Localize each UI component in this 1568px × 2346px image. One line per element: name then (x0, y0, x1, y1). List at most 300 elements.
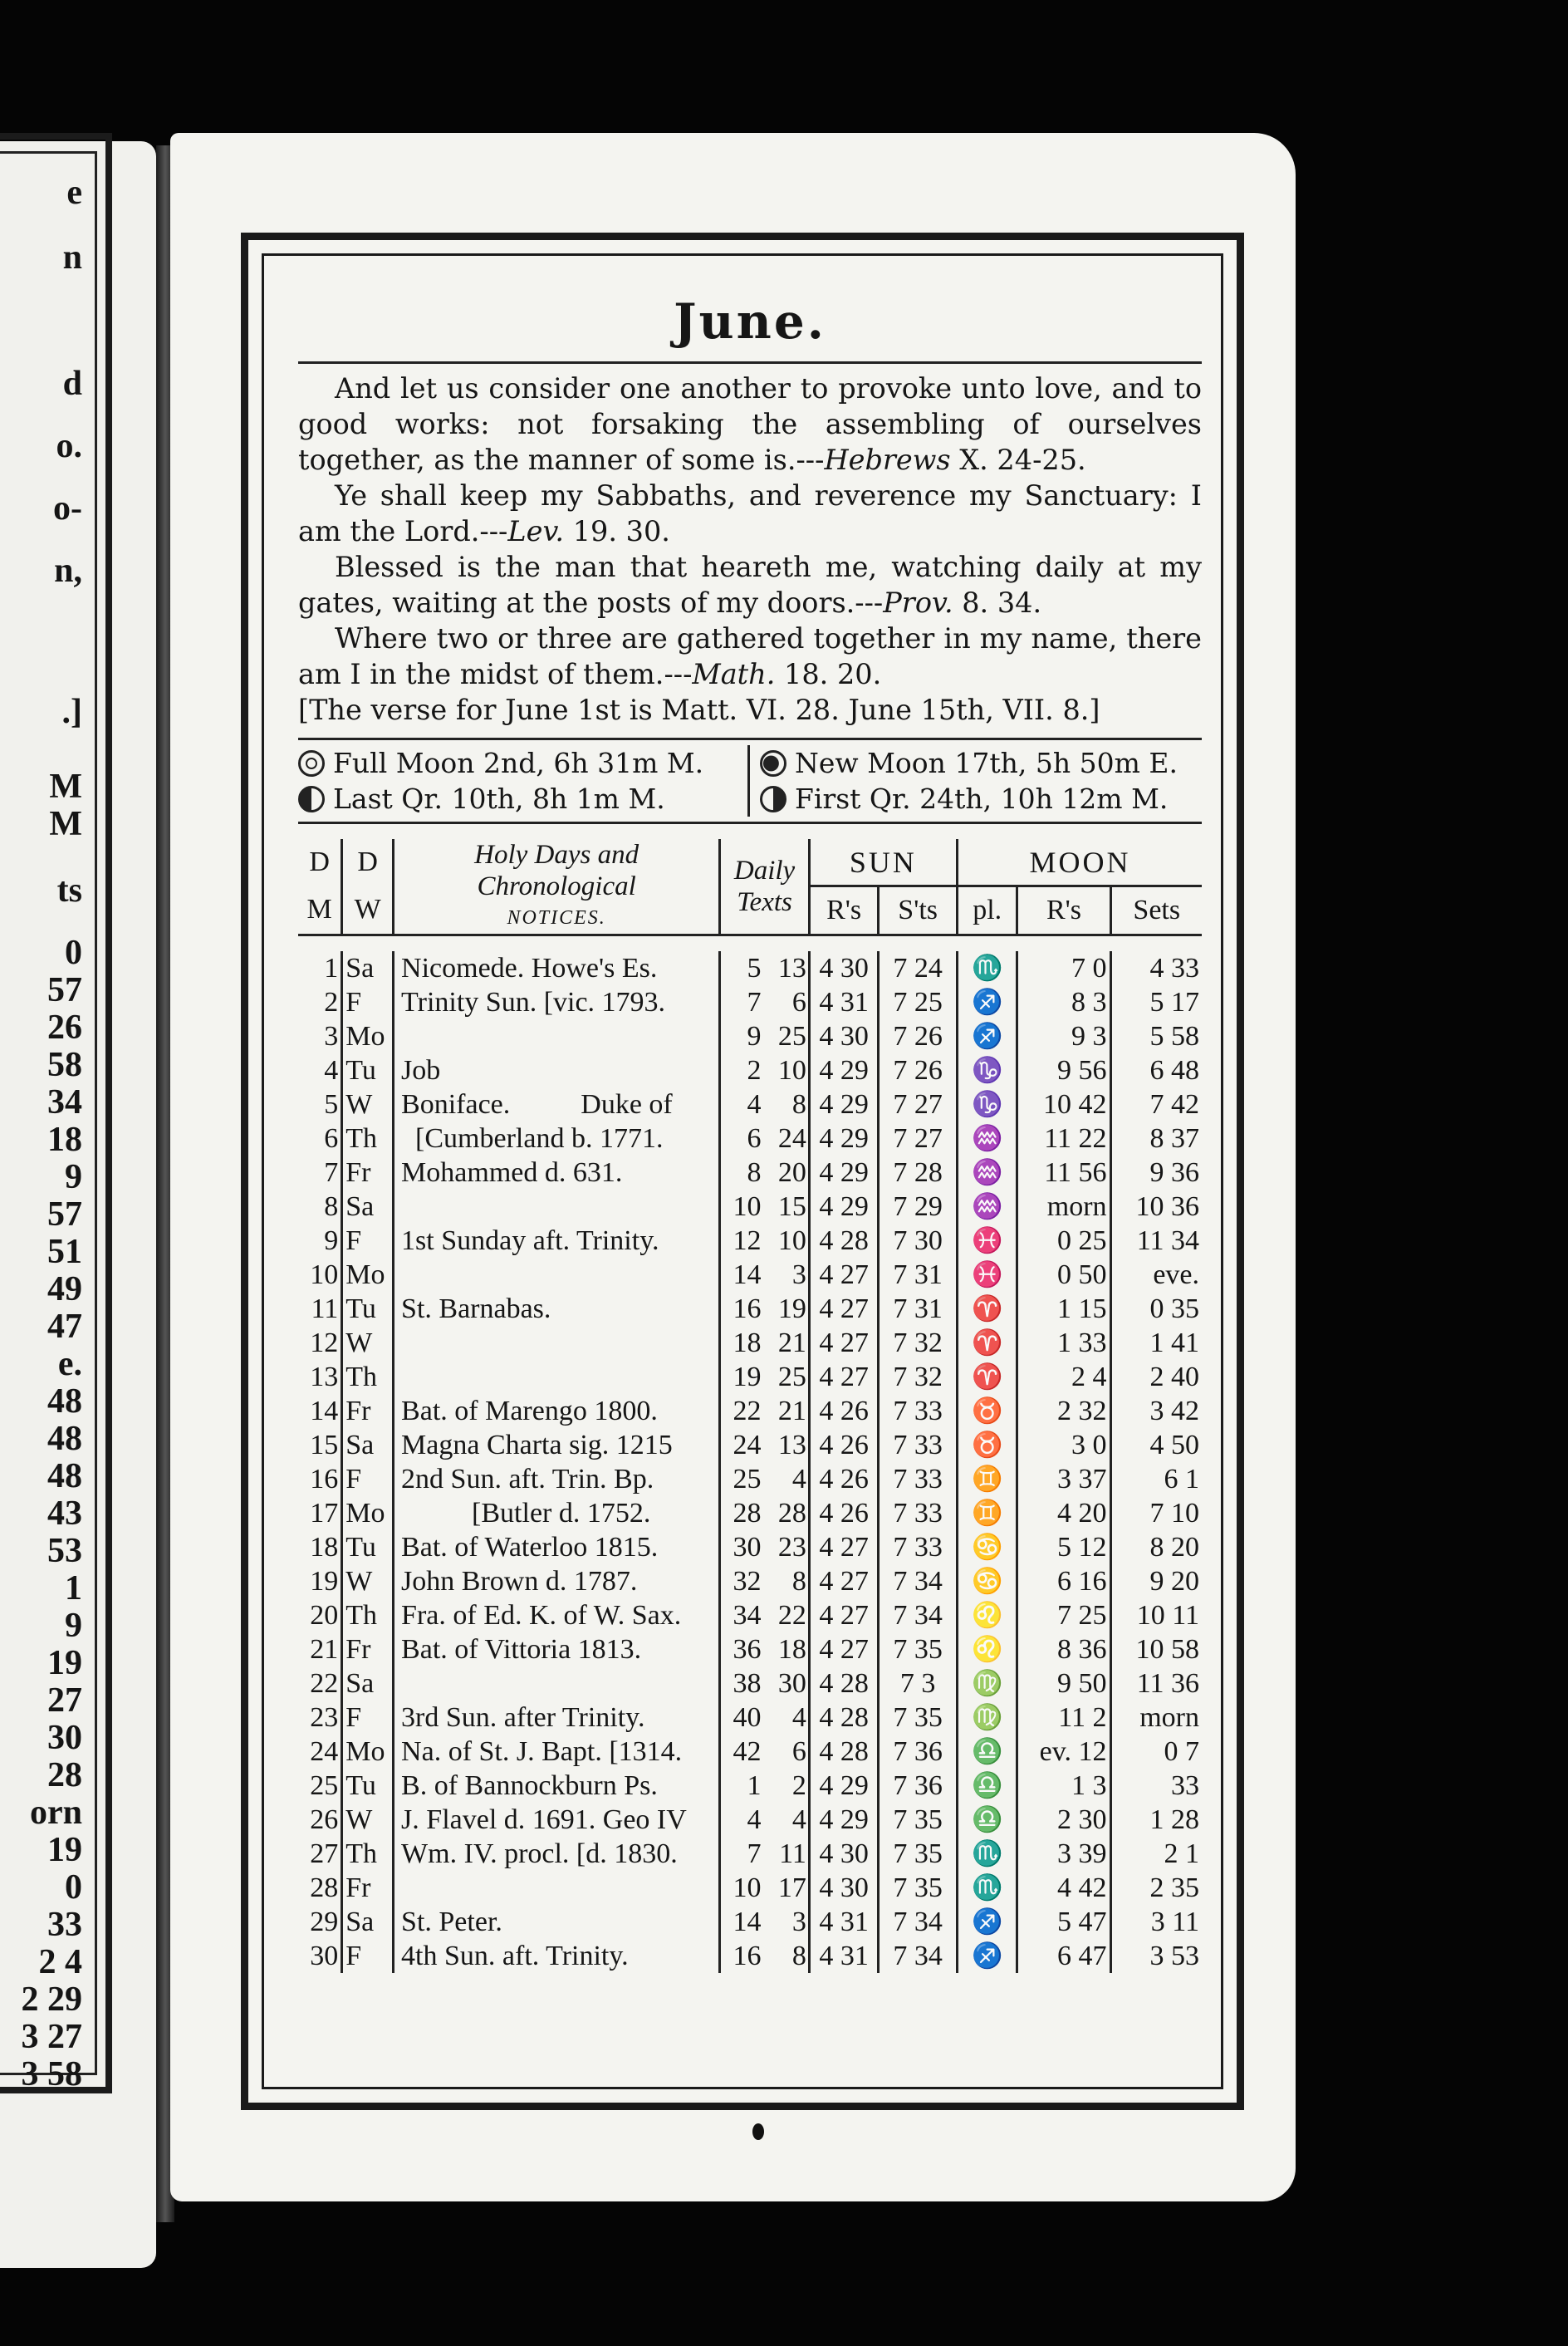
header-moon-sets: Sets (1110, 886, 1202, 935)
header-m: M (298, 886, 342, 935)
sun-rises: 4 28 (809, 1701, 879, 1735)
daily-text-chapter: 6 (747, 1123, 762, 1154)
calendar-row (298, 1701, 1202, 1735)
weekday: W (342, 1803, 394, 1837)
moon-planet-sign: ♑ (957, 1087, 1017, 1121)
page-border (241, 233, 1244, 2110)
sun-sets: 7 31 (879, 1258, 958, 1292)
left-page-frame (0, 133, 112, 2093)
calendar-row (298, 1939, 1202, 1973)
moon-planet-sign: ♈ (957, 1292, 1017, 1326)
moon-planet-sign: ♊ (957, 1462, 1017, 1496)
holy-day-notice (394, 1258, 720, 1292)
sun-sets: 7 34 (879, 1564, 958, 1598)
sun-sets: 7 3 (879, 1666, 958, 1701)
sun-sets: 7 36 (879, 1769, 958, 1803)
scripture-verses (298, 371, 1202, 728)
page-content (298, 290, 1202, 1973)
day-number: 25 (298, 1769, 342, 1803)
holy-day-notice: B. of Bannockburn Ps. (394, 1769, 720, 1803)
weekday: Fr (342, 1156, 394, 1190)
moon-sets: 6 48 (1149, 1055, 1199, 1086)
daily-text-verse: 6 (763, 985, 809, 1019)
header-sun-sets: S'ts (879, 886, 958, 935)
left-page-fragment: 34 (47, 1083, 82, 1121)
moon-sets: 3 53 (1149, 1941, 1199, 1971)
daily-text-verse: 21 (763, 1394, 809, 1428)
sun-rises: 4 27 (809, 1292, 879, 1326)
weekday: W (342, 1326, 394, 1360)
moon-sets: 3 11 (1150, 1907, 1199, 1937)
calendar-row (298, 1326, 1202, 1360)
daily-text-verse: 23 (763, 1530, 809, 1564)
holy-day-notice: J. Flavel d. 1691. Geo IV (394, 1803, 720, 1837)
day-number: 2 (298, 985, 342, 1019)
sun-sets: 7 31 (879, 1292, 958, 1326)
daily-text-verse: 30 (763, 1666, 809, 1701)
left-page-fragment: 33 (47, 1906, 82, 1944)
sun-rises: 4 29 (809, 1087, 879, 1121)
left-page-fragment: 2 29 (21, 1980, 82, 2019)
sun-sets: 7 33 (879, 1496, 958, 1530)
sun-sets: 7 33 (879, 1462, 958, 1496)
calendar-row (298, 1803, 1202, 1837)
holy-day-notice: Trinity Sun. [vic. 1793. (394, 985, 720, 1019)
weekday: Th (342, 1121, 394, 1156)
holy-day-notice: Fra. of Ed. K. of W. Sax. (394, 1598, 720, 1632)
month-title: June. (674, 293, 826, 350)
moon-rises: 3 37 (1017, 1462, 1110, 1496)
sun-sets: 7 29 (879, 1190, 958, 1224)
weekday: Sa (342, 1190, 394, 1224)
header-rule-row (298, 935, 1202, 952)
daily-text-chapter: 22 (733, 1396, 762, 1426)
sun-rises: 4 29 (809, 1769, 879, 1803)
moon-sets: 5 17 (1149, 987, 1199, 1018)
sun-rises: 4 29 (809, 1053, 879, 1087)
moon-rises: 4 20 (1017, 1496, 1110, 1530)
moon-rises: 2 4 (1017, 1360, 1110, 1394)
daily-text-verse: 2 (763, 1769, 809, 1803)
left-page-fragment: o. (56, 427, 82, 465)
daily-text-chapter: 16 (733, 1941, 762, 1971)
first-quarter: First Qr. 24th, 10h 12m M. (760, 781, 1202, 817)
weekday: Tu (342, 1053, 394, 1087)
left-page-fragment: 58 (47, 1046, 82, 1084)
new-moon: New Moon 17th, 5h 50m E. (760, 745, 1202, 781)
day-number: 1 (298, 951, 342, 985)
holy-day-notice: 2nd Sun. aft. Trin. Bp. (394, 1462, 720, 1496)
verse-note: [The verse for June 1st is Matt. VI. 28. June 15th, VII. 8.] (298, 694, 1100, 726)
daily-text-verse: 8 (763, 1939, 809, 1973)
daily-text-verse: 25 (763, 1360, 809, 1394)
moon-sets: 7 10 (1149, 1498, 1199, 1529)
day-number: 5 (298, 1087, 342, 1121)
day-number: 27 (298, 1837, 342, 1871)
day-number: 22 (298, 1666, 342, 1701)
day-number: 29 (298, 1905, 342, 1939)
moon-rises: 9 3 (1017, 1019, 1110, 1053)
moon-rises: 6 47 (1017, 1939, 1110, 1973)
daily-text-chapter: 14 (733, 1259, 762, 1290)
moon-rises: 9 56 (1017, 1053, 1110, 1087)
calendar-row (298, 1632, 1202, 1666)
left-page-fragment: 9 (65, 1607, 82, 1645)
moon-planet-sign: ♈ (957, 1326, 1017, 1360)
daily-text-verse: 13 (763, 1428, 809, 1462)
daily-text-verse: 4 (763, 1462, 809, 1496)
moon-sets: 7 42 (1149, 1089, 1199, 1120)
daily-text-chapter: 32 (733, 1566, 762, 1597)
sun-sets: 7 34 (879, 1598, 958, 1632)
sun-rises: 4 29 (809, 1190, 879, 1224)
moon-planet-sign: ♎ (957, 1769, 1017, 1803)
daily-text-chapter: 7 (747, 1838, 762, 1869)
sun-rises: 4 29 (809, 1156, 879, 1190)
moon-planet-sign: ♎ (957, 1735, 1017, 1769)
daily-text-chapter: 7 (747, 987, 762, 1018)
sun-sets: 7 35 (879, 1632, 958, 1666)
moon-rises: 1 33 (1017, 1326, 1110, 1360)
left-page-fragment: ts (56, 871, 82, 910)
sun-sets: 7 24 (879, 951, 958, 985)
last-quarter-icon (298, 786, 325, 812)
moon-planet-sign: ♍ (957, 1701, 1017, 1735)
sun-rises: 4 29 (809, 1803, 879, 1837)
holy-day-notice: Nicomede. Howe's Es. (394, 951, 720, 985)
daily-text-verse: 8 (763, 1564, 809, 1598)
moon-sets: 10 58 (1135, 1634, 1199, 1665)
sun-rises: 4 31 (809, 985, 879, 1019)
sun-sets: 7 35 (879, 1803, 958, 1837)
left-page-fragment: 28 (47, 1756, 82, 1794)
day-number: 3 (298, 1019, 342, 1053)
calendar-row (298, 1666, 1202, 1701)
daily-text-verse: 20 (763, 1156, 809, 1190)
daily-text-chapter: 18 (733, 1328, 762, 1358)
left-page-fragment: 2 4 (38, 1943, 82, 1981)
moon-sets: 4 33 (1149, 953, 1199, 984)
moon-planet-sign: ♋ (957, 1530, 1017, 1564)
moon-rises: 0 50 (1017, 1258, 1110, 1292)
moon-rises: 7 25 (1017, 1598, 1110, 1632)
moon-rises: 11 22 (1017, 1121, 1110, 1156)
holy-day-notice: [Butler d. 1752. (394, 1496, 720, 1530)
moon-planet-sign: ♏ (957, 1837, 1017, 1871)
verse-proverbs: Blessed is the man that heareth me, watching daily at my gates, waiting at the posts of my doors.---Prov. 8. 34. (298, 551, 1202, 619)
daily-text-chapter: 16 (733, 1293, 762, 1324)
day-number: 24 (298, 1735, 342, 1769)
daily-text-verse: 3 (763, 1905, 809, 1939)
left-page-fragment: d (62, 365, 82, 403)
sun-rises: 4 29 (809, 1121, 879, 1156)
header-sun-rises: R's (809, 886, 879, 935)
holy-day-notice: Bat. of Waterloo 1815. (394, 1530, 720, 1564)
daily-text-verse: 10 (763, 1053, 809, 1087)
weekday: Fr (342, 1871, 394, 1905)
sun-rises: 4 31 (809, 1905, 879, 1939)
holy-day-notice: Bat. of Vittoria 1813. (394, 1632, 720, 1666)
daily-text-verse: 4 (763, 1701, 809, 1735)
daily-text-verse: 17 (763, 1871, 809, 1905)
calendar-table (298, 839, 1202, 1973)
holy-day-notice: Job (394, 1053, 720, 1087)
moon-sets: 2 1 (1164, 1838, 1199, 1869)
moon-rises: 8 3 (1017, 985, 1110, 1019)
sun-rises: 4 28 (809, 1735, 879, 1769)
left-page-fragment: 0 (65, 934, 82, 972)
moon-rises: 5 12 (1017, 1530, 1110, 1564)
moon-rises: ev. 12 (1017, 1735, 1110, 1769)
day-number: 23 (298, 1701, 342, 1735)
weekday: Th (342, 1598, 394, 1632)
moon-planet-sign: ♓ (957, 1258, 1017, 1292)
moon-sets: 0 35 (1149, 1293, 1199, 1324)
calendar-row (298, 1905, 1202, 1939)
sun-sets: 7 27 (879, 1087, 958, 1121)
left-page-fragment: 27 (47, 1681, 82, 1720)
left-page-fragment: 53 (47, 1532, 82, 1570)
moon-rises: 11 56 (1017, 1156, 1110, 1190)
weekday: Mo (342, 1019, 394, 1053)
moon-planet-sign: ♒ (957, 1156, 1017, 1190)
holy-day-notice: Wm. IV. procl. [d. 1830. (394, 1837, 720, 1871)
sun-sets: 7 34 (879, 1905, 958, 1939)
sun-rises: 4 26 (809, 1428, 879, 1462)
verse-matthew: Where two or three are gathered together in my name, there am I in the midst of them.---Math. 18. 20. (298, 622, 1202, 690)
sun-sets: 7 32 (879, 1360, 958, 1394)
moon-planet-sign: ♎ (957, 1803, 1017, 1837)
weekday: Mo (342, 1258, 394, 1292)
calendar-row (298, 1530, 1202, 1564)
weekday: Mo (342, 1735, 394, 1769)
day-number: 19 (298, 1564, 342, 1598)
left-page-fragment: 3 58 (21, 2055, 82, 2093)
left-page-fragment: n (62, 238, 82, 277)
daily-text-chapter: 28 (733, 1498, 762, 1529)
daily-text-verse: 18 (763, 1632, 809, 1666)
moon-rises: morn (1017, 1190, 1110, 1224)
calendar-row (298, 1053, 1202, 1087)
moon-planet-sign: ♍ (957, 1666, 1017, 1701)
header-planet: pl. (957, 886, 1017, 935)
moon-sets: 6 1 (1164, 1464, 1199, 1494)
sun-rises: 4 27 (809, 1632, 879, 1666)
moon-planet-sign: ♐ (957, 985, 1017, 1019)
calendar-row (298, 1258, 1202, 1292)
day-number: 21 (298, 1632, 342, 1666)
first-quarter-icon (760, 786, 786, 812)
left-page-fragment: 1 (65, 1569, 82, 1607)
moon-sets: 11 34 (1136, 1225, 1199, 1256)
day-number: 9 (298, 1224, 342, 1258)
sun-rises: 4 31 (809, 1939, 879, 1973)
left-page-fragment: 57 (47, 971, 82, 1009)
sun-rises: 4 27 (809, 1530, 879, 1564)
calendar-row (298, 1769, 1202, 1803)
verse-leviticus: Ye shall keep my Sabbaths, and reverence my Sanctuary: I am the Lord.---Lev. 19. 30. (298, 479, 1202, 547)
moon-sets: 3 42 (1149, 1396, 1199, 1426)
weekday: Tu (342, 1292, 394, 1326)
sun-sets: 7 30 (879, 1224, 958, 1258)
moon-rises: 1 3 (1017, 1769, 1110, 1803)
weekday: F (342, 1462, 394, 1496)
daily-text-verse: 6 (763, 1735, 809, 1769)
left-page-fragment: 51 (47, 1233, 82, 1271)
sun-rises: 4 27 (809, 1258, 879, 1292)
moon-planet-sign: ♋ (957, 1564, 1017, 1598)
moon-rises: 8 36 (1017, 1632, 1110, 1666)
daily-text-chapter: 12 (733, 1225, 762, 1256)
left-page-fragment: 48 (47, 1457, 82, 1495)
daily-text-chapter: 30 (733, 1532, 762, 1563)
holy-day-notice (394, 1019, 720, 1053)
holy-day-notice (394, 1666, 720, 1701)
day-number: 11 (298, 1292, 342, 1326)
sun-rises: 4 30 (809, 951, 879, 985)
sun-sets: 7 26 (879, 1053, 958, 1087)
daily-text-verse: 8 (763, 1087, 809, 1121)
left-page-fragment: 43 (47, 1494, 82, 1533)
calendar-rows (298, 951, 1202, 1973)
sun-sets: 7 33 (879, 1428, 958, 1462)
new-moon-icon (760, 750, 786, 777)
day-number: 20 (298, 1598, 342, 1632)
weekday: W (342, 1564, 394, 1598)
holy-day-notice (394, 1871, 720, 1905)
sun-rises: 4 27 (809, 1360, 879, 1394)
weekday: Sa (342, 1428, 394, 1462)
sun-sets: 7 33 (879, 1394, 958, 1428)
calendar-row (298, 1121, 1202, 1156)
header-w: W (342, 886, 394, 935)
left-page-fragment: 18 (47, 1121, 82, 1159)
daily-text-chapter: 10 (733, 1191, 762, 1222)
day-number: 12 (298, 1326, 342, 1360)
day-number: 7 (298, 1156, 342, 1190)
calendar-row (298, 1224, 1202, 1258)
holy-day-notice: John Brown d. 1787. (394, 1564, 720, 1598)
moon-sets: 10 11 (1136, 1600, 1199, 1631)
left-page-fragment: 57 (47, 1195, 82, 1234)
moon-sets: 9 20 (1149, 1566, 1199, 1597)
weekday: F (342, 1701, 394, 1735)
header-d1: D (298, 839, 342, 886)
moon-sets: 10 36 (1135, 1191, 1199, 1222)
moon-planet-sign: ♏ (957, 951, 1017, 985)
sun-rises: 4 30 (809, 1019, 879, 1053)
holy-day-notice: St. Barnabas. (394, 1292, 720, 1326)
daily-text-verse: 11 (763, 1837, 809, 1871)
daily-text-chapter: 40 (733, 1702, 762, 1733)
left-page-fragment: .] (61, 693, 82, 731)
weekday: Sa (342, 951, 394, 985)
moon-planet-sign: ♌ (957, 1598, 1017, 1632)
day-number: 10 (298, 1258, 342, 1292)
moon-phases-right (750, 745, 1202, 817)
holy-day-notice: Bat. of Marengo 1800. (394, 1394, 720, 1428)
weekday: Sa (342, 1905, 394, 1939)
left-page-fragment: o- (53, 489, 82, 528)
calendar-row (298, 1462, 1202, 1496)
moon-planet-sign: ♉ (957, 1394, 1017, 1428)
moon-planet-sign: ♉ (957, 1428, 1017, 1462)
header-moon: MOON (1029, 845, 1131, 879)
daily-text-chapter: 4 (747, 1804, 762, 1835)
left-page-fragment: orn (30, 1794, 82, 1832)
holy-day-notice: 4th Sun. aft. Trinity. (394, 1939, 720, 1973)
day-number: 26 (298, 1803, 342, 1837)
moon-planet-sign: ♐ (957, 1905, 1017, 1939)
left-page-fragment: 9 (65, 1158, 82, 1196)
daily-text-verse: 21 (763, 1326, 809, 1360)
full-moon: Full Moon 2nd, 6h 31m M. (298, 745, 742, 781)
holy-day-notice (394, 1190, 720, 1224)
day-number: 8 (298, 1190, 342, 1224)
moon-sets: 0 7 (1164, 1736, 1199, 1767)
sun-sets: 7 25 (879, 985, 958, 1019)
holy-day-notice: Mohammed d. 631. (394, 1156, 720, 1190)
moon-planet-sign: ♓ (957, 1224, 1017, 1258)
left-page-fragment: 47 (47, 1308, 82, 1346)
daily-text-verse: 25 (763, 1019, 809, 1053)
daily-text-verse: 19 (763, 1292, 809, 1326)
daily-text-chapter: 9 (747, 1021, 762, 1052)
moon-sets: 2 35 (1149, 1872, 1199, 1903)
day-number: 15 (298, 1428, 342, 1462)
day-number: 18 (298, 1530, 342, 1564)
holy-day-notice: Na. of St. J. Bapt. [1314. (394, 1735, 720, 1769)
left-page-fragment: 19 (47, 1644, 82, 1682)
holy-day-notice: 1st Sunday aft. Trinity. (394, 1224, 720, 1258)
sun-sets: 7 36 (879, 1735, 958, 1769)
day-number: 28 (298, 1871, 342, 1905)
sun-sets: 7 26 (879, 1019, 958, 1053)
left-page-fragment: 3 27 (21, 2018, 82, 2056)
moon-sets: 9 36 (1149, 1157, 1199, 1188)
moon-phases-left (298, 745, 750, 817)
sun-rises: 4 30 (809, 1837, 879, 1871)
calendar-row (298, 1735, 1202, 1769)
left-page-fragment: M (49, 768, 82, 806)
left-page-fragment: 49 (47, 1270, 82, 1308)
calendar-row (298, 1871, 1202, 1905)
verse-hebrews: And let us consider one another to provoke unto love, and to good works: not forsaking the assembling of ourselves together, as the manner of some is.---Hebrews X. 24-25. (298, 372, 1202, 476)
moon-planet-sign: ♈ (957, 1360, 1017, 1394)
day-number: 6 (298, 1121, 342, 1156)
moon-planet-sign: ♊ (957, 1496, 1017, 1530)
sun-rises: 4 27 (809, 1598, 879, 1632)
holy-day-notice: Magna Charta sig. 1215 (394, 1428, 720, 1462)
moon-sets: 8 37 (1149, 1123, 1199, 1154)
holy-day-notice (394, 1326, 720, 1360)
weekday: Th (342, 1837, 394, 1871)
header-holy-days: Holy Days and Chronological NOTICES. (394, 839, 720, 935)
moon-rises: 4 42 (1017, 1871, 1110, 1905)
calendar-row (298, 1598, 1202, 1632)
weekday: Th (342, 1360, 394, 1394)
day-number: 17 (298, 1496, 342, 1530)
day-number: 16 (298, 1462, 342, 1496)
header-moon-rises: R's (1017, 886, 1110, 935)
daily-text-chapter: 42 (733, 1736, 762, 1767)
moon-rises: 6 16 (1017, 1564, 1110, 1598)
moon-rises: 2 32 (1017, 1394, 1110, 1428)
holy-day-notice: 3rd Sun. after Trinity. (394, 1701, 720, 1735)
moon-sets: 11 36 (1136, 1668, 1199, 1699)
daily-text-chapter: 10 (733, 1872, 762, 1903)
calendar-row (298, 1156, 1202, 1190)
